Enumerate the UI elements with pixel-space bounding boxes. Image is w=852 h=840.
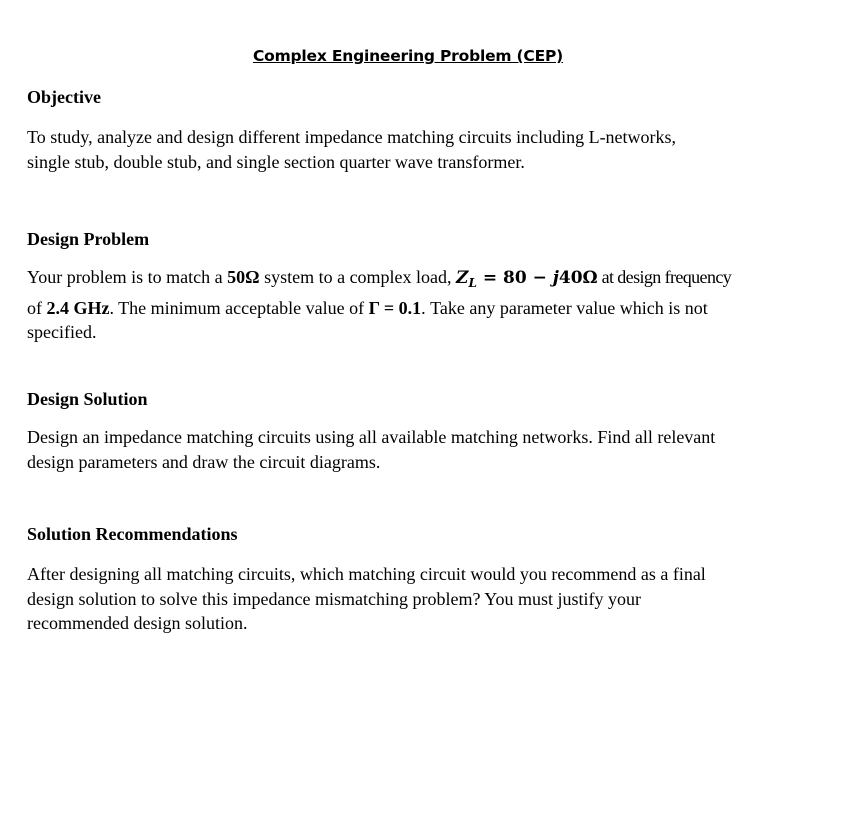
objective-line-2: single stub, double stub, and single section quarter wave transformer. — [27, 151, 525, 172]
text-run: Your problem is to match a — [27, 267, 228, 287]
design-problem-heading: Design Problem — [27, 229, 150, 249]
text-run: of — [27, 297, 47, 318]
load-impedance-equation — [456, 268, 598, 288]
text-run: at design frequency — [597, 267, 732, 287]
recommendations-line-2: design solution to solve this impedance mismatching problem? You must justify your — [27, 588, 641, 609]
z-symbol: Z — [456, 268, 469, 288]
z-real-part: = 80 − — [476, 268, 553, 288]
design-problem-line-3: specified. — [27, 322, 97, 342]
solution-recommendations-heading: Solution Recommendations — [27, 524, 238, 544]
objective-paragraph — [27, 125, 817, 174]
design-problem-line-1 — [27, 265, 817, 296]
design-problem-paragraph — [27, 265, 817, 345]
text-run: . The minimum acceptable value of — [109, 297, 369, 318]
z-subscript: L — [468, 276, 477, 290]
recommendations-line-3: recommended design solution. — [27, 613, 248, 633]
design-problem-line-2 — [27, 296, 817, 321]
objective-heading: Objective — [27, 87, 101, 107]
system-impedance: 50Ω — [227, 267, 260, 287]
design-frequency: 2.4 GHz — [46, 297, 110, 318]
z-imag-part: 40Ω — [558, 268, 598, 288]
design-solution-paragraph — [27, 425, 817, 474]
recommendations-line-1: After designing all matching circuits, which matching circuit would you recommend as a final — [27, 564, 706, 584]
text-run: . Take any parameter value which is not — [421, 297, 708, 318]
design-solution-line-1: Design an impedance matching circuits using all available matching networks. Find all relevant — [27, 427, 716, 447]
design-solution-line-2: design parameters and draw the circuit diagrams. — [27, 451, 381, 472]
reflection-coefficient: Γ = 0.1 — [368, 297, 422, 318]
document-title: Complex Engineering Problem (CEP) — [252, 47, 564, 65]
text-run: system to a complex load, — [259, 267, 457, 287]
objective-line-1: To study, analyze and design different impedance matching circuits including L-networks, — [27, 127, 677, 147]
imaginary-unit: j — [552, 268, 559, 288]
solution-recommendations-paragraph — [27, 562, 817, 636]
design-solution-heading: Design Solution — [27, 389, 148, 409]
